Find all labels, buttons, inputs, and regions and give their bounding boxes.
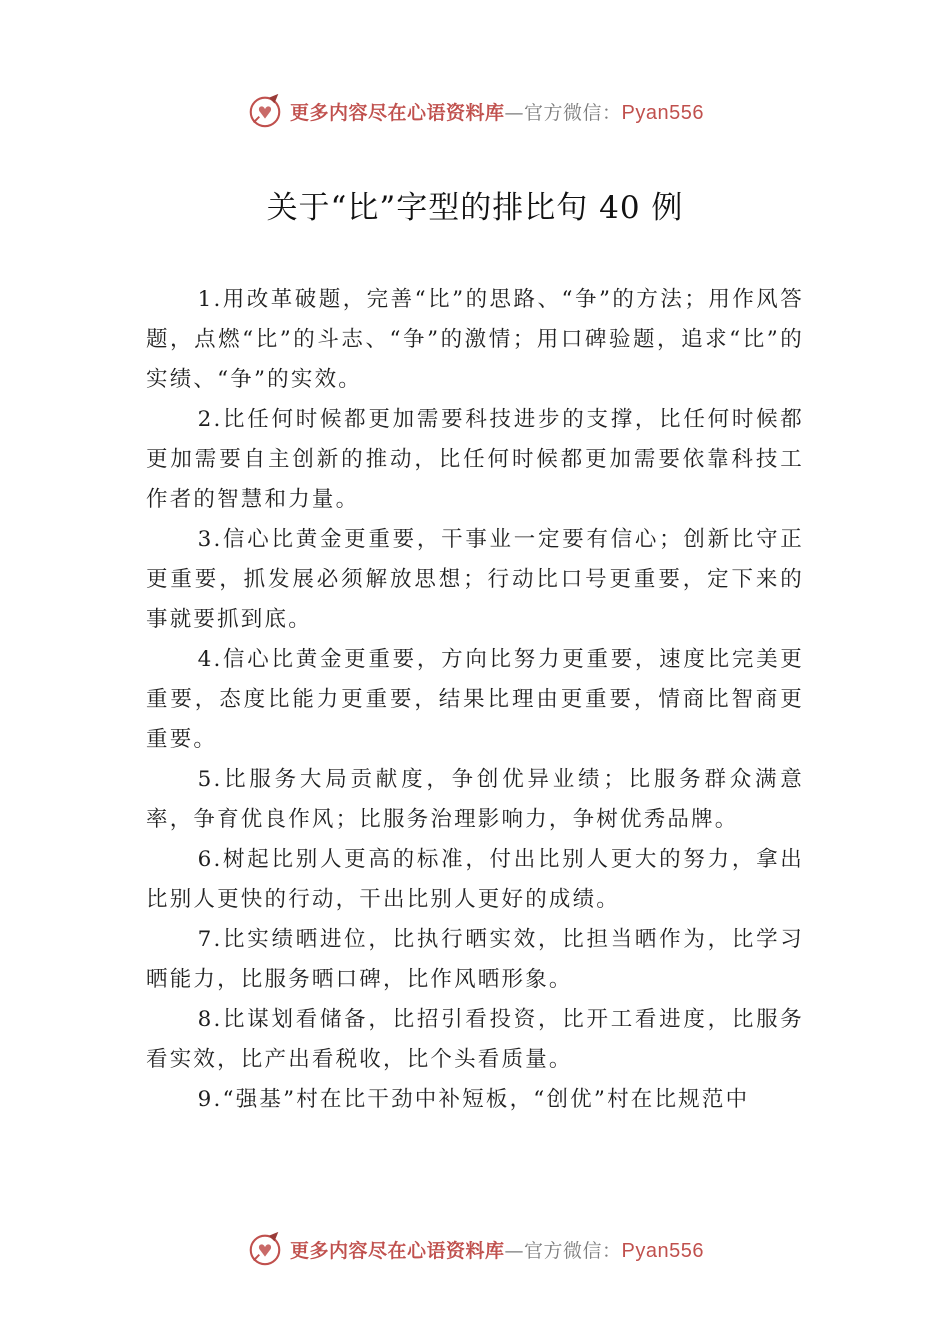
footer-official-label: 官方微信：	[524, 1239, 622, 1262]
pen-heart-logo-icon	[246, 1230, 284, 1268]
pen-heart-logo-icon	[246, 92, 284, 130]
footer-brand-text: 更多内容尽在心语资料库	[290, 1239, 505, 1262]
paragraph-1: 1.用改革破题，完善“比”的思路、“争”的方法；用作风答题，点燃“比”的斗志、“争”的激情；用口碑验题，追求“比”的实绩、“争”的实效。	[146, 287, 804, 392]
paragraph-7: 7.比实绩晒进位，比执行晒实效，比担当晒作为，比学习晒能力，比服务晒口碑，比作风晒形象。	[146, 927, 804, 992]
header-brand-text: 更多内容尽在心语资料库	[290, 101, 505, 124]
paragraph-2: 2.比任何时候都更加需要科技进步的支撑，比任何时候都更加需要自主创新的推动，比任何时候都更加需要依靠科技工作者的智慧和力量。	[146, 407, 804, 512]
paragraph-6: 6.树起比别人更高的标准，付出比别人更大的努力，拿出比别人更快的行动，干出比别人更好的成绩。	[146, 847, 804, 912]
paragraph-8: 8.比谋划看储备，比招引看投资，比开工看进度，比服务看实效，比产出看税收，比个头看质量。	[146, 1007, 804, 1072]
footer-wechat-id: Pyan556	[621, 1239, 704, 1262]
document-body	[146, 280, 804, 1120]
header-wechat-id: Pyan556	[621, 101, 704, 124]
footer-dash: —	[504, 1239, 525, 1262]
footer-banner	[0, 1230, 950, 1268]
header-official-label: 官方微信：	[524, 101, 622, 124]
paragraph-5: 5.比服务大局贡献度，争创优异业绩；比服务群众满意率，争育优良作风；比服务治理影响力，争树优秀品牌。	[146, 767, 804, 832]
header-dash: —	[504, 101, 525, 124]
paragraph-3: 3.信心比黄金更重要，干事业一定要有信心；创新比守正更重要，抓发展必须解放思想；行动比口号更重要，定下来的事就要抓到底。	[146, 527, 804, 632]
paragraph-4: 4.信心比黄金更重要，方向比努力更重要，速度比完美更重要，态度比能力更重要，结果比理由更重要，情商比智商更重要。	[146, 647, 804, 752]
paragraph-9: 9.“强基”村在比干劲中补短板，“创优”村在比规范中	[197, 1087, 750, 1112]
page-title: 关于“比”字型的排比句 40 例	[266, 190, 684, 226]
header-banner	[0, 92, 950, 130]
